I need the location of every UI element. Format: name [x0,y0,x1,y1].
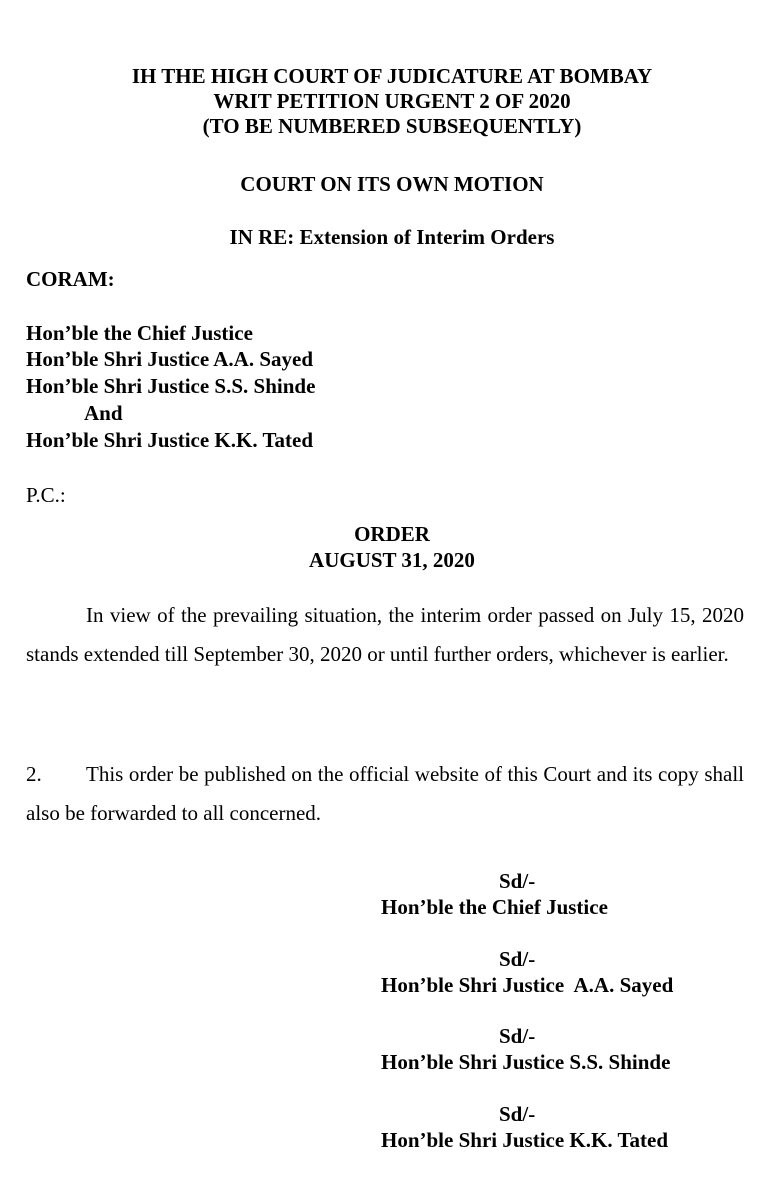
signature-name: Hon’ble the Chief Justice [381,895,608,919]
paragraph-2-text: This order be published on the official website of this Court and its copy shall also be forwarded to all concerned. [26,762,744,825]
pc-label: P.C.: [26,483,66,507]
signature-block-chief-justice [381,868,608,920]
signature-name: Hon’ble Shri Justice K.K. Tated [381,1128,669,1152]
signature-name: Hon’ble Shri Justice A.A. Sayed [381,973,674,997]
coram-judge-2: Hon’ble Shri Justice A.A. Sayed [26,347,314,371]
order-date: AUGUST 31, 2020 [309,548,475,572]
coram-judge-1: Hon’ble the Chief Justice [26,321,253,345]
signature-block-sayed [381,946,673,998]
signature-sd: Sd/- [499,1102,536,1126]
motion-title: COURT ON ITS OWN MOTION [240,172,544,196]
court-title: IH THE HIGH COURT OF JUDICATURE AT BOMBAY [131,64,653,88]
signature-block-tated [381,1101,668,1153]
paragraph-2-number: 2. [26,762,42,786]
order-paragraph-1: In view of the prevailing situation, the interim order passed on July 15, 2020 stands extended till September 30, 2020 or until further orders, whichever is earlier. [26,603,744,666]
order-title: ORDER [354,522,430,546]
coram-judge-3: Hon’ble Shri Justice S.S. Shinde [26,374,316,398]
signature-sd: Sd/- [499,1024,536,1048]
coram-judge-4: Hon’ble Shri Justice K.K. Tated [26,428,314,452]
numbering-note: (TO BE NUMBERED SUBSEQUENTLY) [202,114,582,138]
coram-label: CORAM: [26,267,115,291]
signature-name: Hon’ble Shri Justice S.S. Shinde [381,1050,671,1074]
in-re-subject: IN RE: Extension of Interim Orders [229,225,555,249]
signature-sd: Sd/- [499,947,536,971]
signature-block-shinde [381,1023,670,1075]
signature-sd: Sd/- [499,869,536,893]
petition-number: WRIT PETITION URGENT 2 OF 2020 [213,89,571,113]
coram-and: And [84,401,123,425]
order-paragraph-2 [26,755,744,833]
